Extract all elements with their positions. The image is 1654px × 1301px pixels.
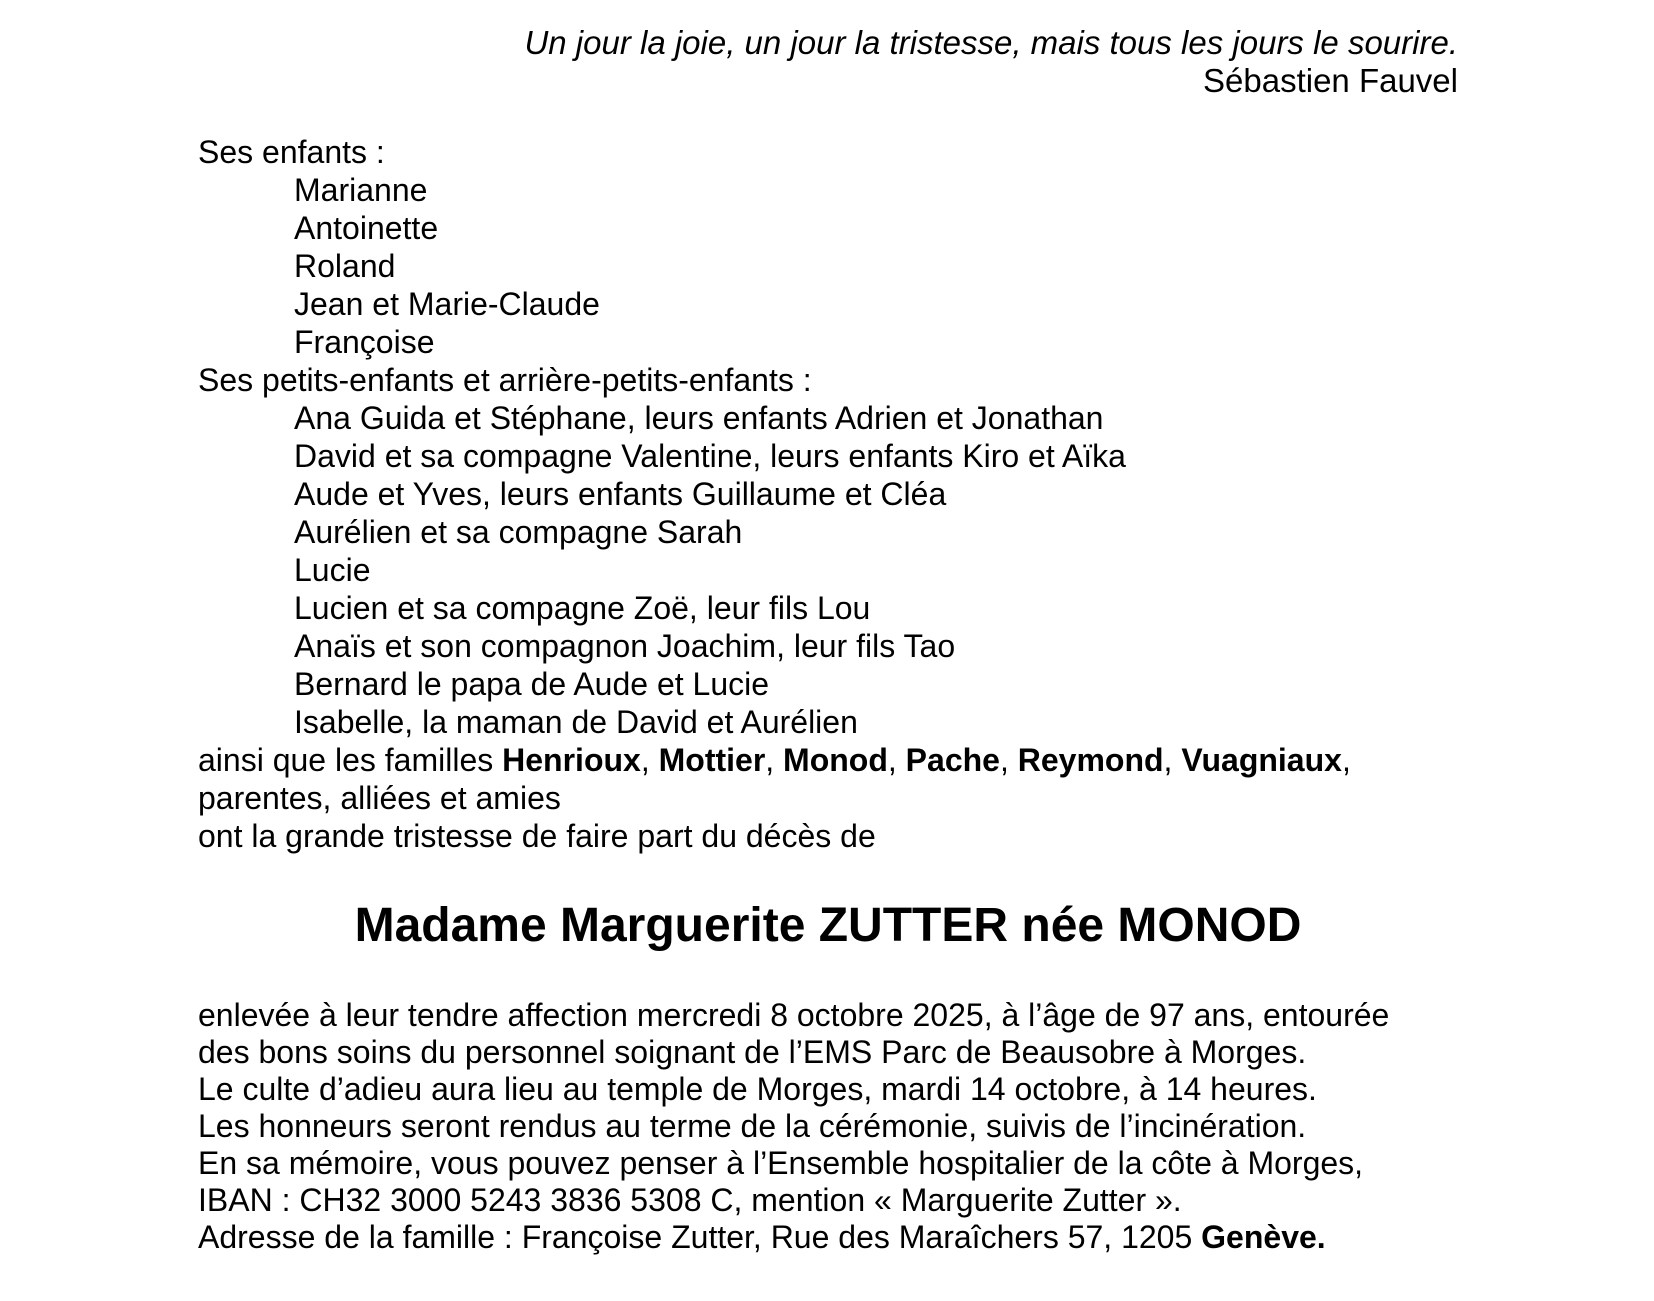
grandchild-name: Ana Guida et Stéphane, leurs enfants Adrien et Jonathan (294, 400, 1104, 436)
child-name: Marianne (294, 172, 428, 208)
children-label: Ses enfants : (198, 134, 385, 170)
family-name-bold: Pache (905, 742, 1000, 778)
details-line: IBAN : CH32 3000 5243 3836 5308 C, mention « Marguerite Zutter ». (198, 1182, 1182, 1218)
family-name-bold: Vuagniaux (1181, 742, 1342, 778)
details-line: En sa mémoire, vous pouvez penser à l’Ensemble hospitalier de la côte à Morges, (198, 1145, 1364, 1181)
children-list (198, 171, 1458, 361)
grandchild-name: David et sa compagne Valentine, leurs enfants Kiro et Aïka (294, 438, 1126, 474)
epigraph-quote: Un jour la joie, un jour la tristesse, mais tous les jours le sourire. (524, 24, 1458, 61)
grandchild-name: Bernard le papa de Aude et Lucie (294, 666, 770, 702)
details-line: Les honneurs seront rendus au terme de la cérémonie, suivis de l’incinération. (198, 1108, 1307, 1144)
grandchild-name: Isabelle, la maman de David et Aurélien (294, 704, 858, 740)
address-prefix: Adresse de la famille : Françoise Zutter, Rue des Maraîchers 57, 1205 (198, 1219, 1202, 1255)
epigraph (198, 24, 1458, 100)
families-prefix: ainsi que les familles (198, 742, 503, 778)
family-section (198, 133, 1458, 855)
family-name-bold: Mottier (658, 742, 766, 778)
grandchild-name: Anaïs et son compagnon Joachim, leur fils Tao (294, 628, 956, 664)
families-line (198, 741, 1458, 779)
family-name-bold: Reymond (1017, 742, 1164, 778)
families-names: Henrioux, Mottier, Monod, Pache, Reymond, Vuagniaux, (502, 742, 1351, 778)
address-suffix: . (1316, 1219, 1326, 1255)
deceased-name-title: Madame Marguerite ZUTTER née MONOD (354, 899, 1302, 952)
details-line: Le culte d’adieu aura lieu au temple de Morges, mardi 14 octobre, à 14 heures. (198, 1071, 1317, 1107)
child-name: Roland (294, 248, 396, 284)
announce-line: ont la grande tristesse de faire part du décès de (198, 818, 876, 854)
grandchild-name: Aurélien et sa compagne Sarah (294, 514, 743, 550)
grandchildren-label: Ses petits-enfants et arrière-petits-enfants : (198, 362, 812, 398)
grandchild-name: Lucie (294, 552, 371, 588)
families-line-2: parentes, alliées et amies (198, 780, 561, 816)
details-line: enlevée à leur tendre affection mercredi 8 octobre 2025, à l’âge de 97 ans, entourée (198, 997, 1390, 1033)
epigraph-author: Sébastien Fauvel (1203, 62, 1458, 99)
family-address-line (198, 1219, 1458, 1256)
announcement-details (198, 997, 1458, 1256)
grandchildren-list (198, 399, 1458, 741)
family-name-bold: Monod (783, 742, 888, 778)
child-name: Antoinette (294, 210, 439, 246)
family-name-bold: Henrioux (502, 742, 641, 778)
details-lines (198, 997, 1458, 1219)
grandchild-name: Aude et Yves, leurs enfants Guillaume et Cléa (294, 476, 947, 512)
child-name: Françoise (294, 324, 435, 360)
grandchild-name: Lucien et sa compagne Zoë, leur fils Lou (294, 590, 871, 626)
details-line: des bons soins du personnel soignant de l’EMS Parc de Beausobre à Morges. (198, 1034, 1307, 1070)
child-name: Jean et Marie-Claude (294, 286, 600, 322)
address-city-bold: Genève (1201, 1219, 1317, 1255)
